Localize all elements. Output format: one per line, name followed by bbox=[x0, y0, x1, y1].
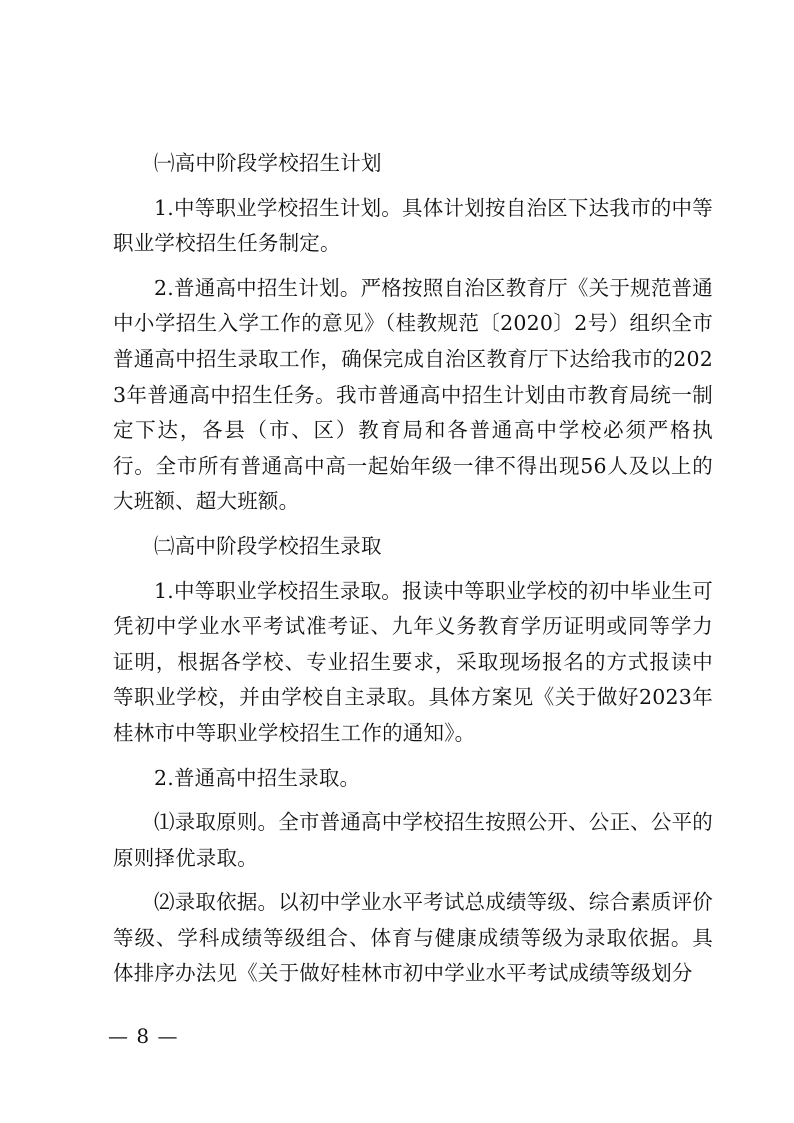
body-text bbox=[113, 146, 713, 992]
section-heading-admission-plan: ㈠高中阶段学校招生计划 bbox=[154, 151, 382, 175]
paragraph-admission-basis: ⑵录取依据。以初中学业水平考试总成绩等级、综合素质评价等级、学科成绩等级组合、体育与健康成绩等级为录取依据。具体排序办法见《关于做好桂林市初中学业水平考试成绩等级划分 bbox=[113, 890, 713, 986]
paragraph-vocational-admission: 1.中等职业学校招生录取。报读中等职业学校的初中毕业生可凭初中学业水平考试准考证、九年义务教育学历证明或同等学力证明，根据各学校、专业招生要求，采取现场报名的方式报读中等职业学校，并由学校自主录取。具体方案见《关于做好2023年桂林市中等职业学校招生工作的通知》。 bbox=[113, 578, 713, 745]
paragraph-high-school-admission: 2.普通高中招生录取。 bbox=[154, 765, 361, 790]
paragraph-admission-principle: ⑴录取原则。全市普通高中学校招生按照公开、公正、公平的原则择优录取。 bbox=[113, 810, 713, 870]
section-heading-admission: ㈡高中阶段学校招生录取 bbox=[154, 533, 382, 558]
paragraph-high-school-plan: 2.普通高中招生计划。严格按照自治区教育厅《关于规范普通中小学招生入学工作的意见》（桂教规范〔2020〕2号）组织全市普通高中招生录取工作，确保完成自治区教育厅下达给我市的2023年普通高中招生任务。我市普通高中招生计划由市教育局统一制定下达，各县（市、区）教育局和各普通高中学校必须严格执行。全市所有普通高中高一起始年级一律不得出现56人及以上的大班额、超大班额。 bbox=[113, 275, 713, 514]
page-number: — 8 — bbox=[108, 1024, 179, 1048]
paragraph-vocational-plan: 1.中等职业学校招生计划。具体计划按自治区下达我市的中等职业学校招生任务制定。 bbox=[113, 195, 713, 256]
